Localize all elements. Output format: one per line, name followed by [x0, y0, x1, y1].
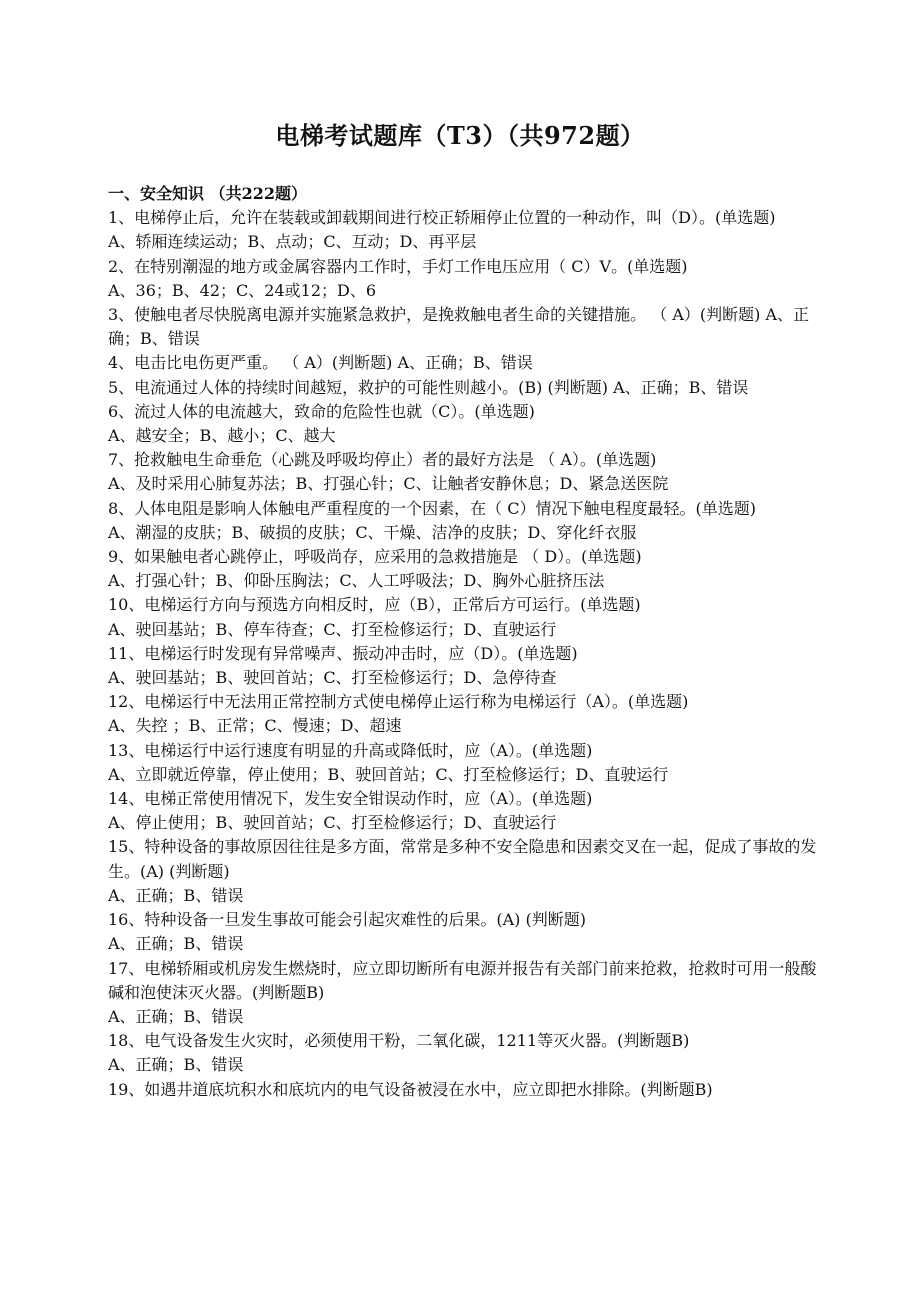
- question-lines: [108, 206, 824, 1102]
- question-line: 13、电梯运行中运行速度有明显的升高或降低时，应（A）。(单选题): [108, 740, 593, 760]
- question-line: 6、流过人体的电流越大，致命的危险性也就（C）。(单选题): [108, 401, 535, 421]
- answer-options-line: A、正确；B、错误: [108, 885, 244, 905]
- answer-options-line: A、潮湿的皮肤；B、破损的皮肤；C、干燥、洁净的皮肤；D、穿化纤衣服: [108, 522, 637, 542]
- question-line: 7、抢救触电生命垂危（心跳及呼吸均停止）者的最好方法是 （ A）。(单选题): [108, 450, 657, 470]
- question-line: 4、电击比电伤更严重。 （ A）(判断题) A、正确；B、错误: [108, 353, 533, 373]
- answer-options-line: A、正确；B、错误: [108, 1055, 244, 1075]
- question-line: 10、电梯运行方向与预选方向相反时，应（B），正常后方可运行。(单选题): [108, 595, 641, 615]
- answer-options-line: A、越安全；B、越小；C、越大: [108, 426, 336, 446]
- question-line: 5、电流通过人体的持续时间越短，救护的可能性则越小。(B) (判断题) A、正确；B、错误: [108, 377, 749, 397]
- section-heading: 一、安全知识 （共222题）: [108, 184, 307, 203]
- answer-options-line: A、正确；B、错误: [108, 934, 244, 954]
- question-line: 8、人体电阻是影响人体触电严重程度的一个因素，在（ C）情况下触电程度最轻。(单选题): [108, 498, 756, 518]
- answer-options-line: A、停止使用；B、驶回首站；C、打至检修运行；D、直驶运行: [108, 813, 557, 833]
- answer-options-line: A、立即就近停靠，停止使用；B、驶回首站；C、打至检修运行；D、直驶运行: [108, 764, 669, 784]
- question-line: 9、如果触电者心跳停止，呼吸尚存，应采用的急救措施是 （ D）。(单选题): [108, 547, 642, 567]
- answer-options-line: A、正确；B、错误: [108, 1006, 244, 1026]
- answer-options-line: A、36；B、42；C、24或12；D、6: [108, 280, 377, 300]
- question-line: 11、电梯运行时发现有异常噪声、振动冲击时，应（D）。(单选题): [108, 643, 578, 663]
- question-line: 2、在特别潮湿的地方或金属容器内工作时，手灯工作电压应用（ C）V。(单选题): [108, 256, 688, 276]
- answer-options-line: A、驶回基站；B、停车待查；C、打至检修运行；D、直驶运行: [108, 619, 557, 639]
- answer-options-line: A、及时采用心肺复苏法；B、打强心针；C、让触者安静休息；D、紧急送医院: [108, 474, 669, 494]
- page-title: 电梯考试题库（T3）（共972题）: [275, 121, 645, 150]
- question-line: 16、特种设备一旦发生事故可能会引起灾难性的后果。(A) (判断题): [108, 910, 586, 930]
- answer-options-line: A、失控 ；B、正常；C、慢速；D、超速: [108, 716, 402, 736]
- question-line: 1、电梯停止后，允许在装载或卸载期间进行校正轿厢停止位置的一种动作，叫（D）。(单选题): [108, 208, 776, 228]
- question-list: [108, 182, 824, 1102]
- answer-options-line: A、驶回基站；B、驶回首站；C、打至检修运行；D、急停待查: [108, 668, 557, 688]
- question-line: 12、电梯运行中无法用正常控制方式使电梯停止运行称为电梯运行（A）。(单选题): [108, 692, 689, 712]
- question-line: 17、电梯轿厢或机房发生燃烧时，应立即切断所有电源并报告有关部门前来抢救，抢救时可用一般酸碱和泡使沫灭火器。(判断题B): [108, 958, 817, 1002]
- question-line: 3、使触电者尽快脱离电源并实施紧急救护，是挽救触电者生命的关键措施。 （ A）(判断题) A、正确；B、错误: [108, 305, 810, 349]
- answer-options-line: A、打强心针；B、仰卧压胸法；C、人工呼吸法；D、胸外心脏挤压法: [108, 571, 605, 591]
- question-line: 14、电梯正常使用情况下，发生安全钳误动作时，应（A）。(单选题): [108, 789, 593, 809]
- question-line: 18、电气设备发生火灾时，必须使用干粉，二氧化碳，1211等灭火器。(判断题B): [108, 1031, 690, 1051]
- question-line: 19、如遇井道底坑积水和底坑内的电气设备被浸在水中，应立即把水排除。(判断题B): [108, 1079, 713, 1099]
- question-line: 15、特种设备的事故原因往往是多方面，常常是多种不安全隐患和因素交叉在一起，促成了事故的发生。(A) (判断题): [108, 837, 817, 881]
- answer-options-line: A、轿厢连续运动；B、点动；C、互动；D、再平层: [108, 232, 477, 252]
